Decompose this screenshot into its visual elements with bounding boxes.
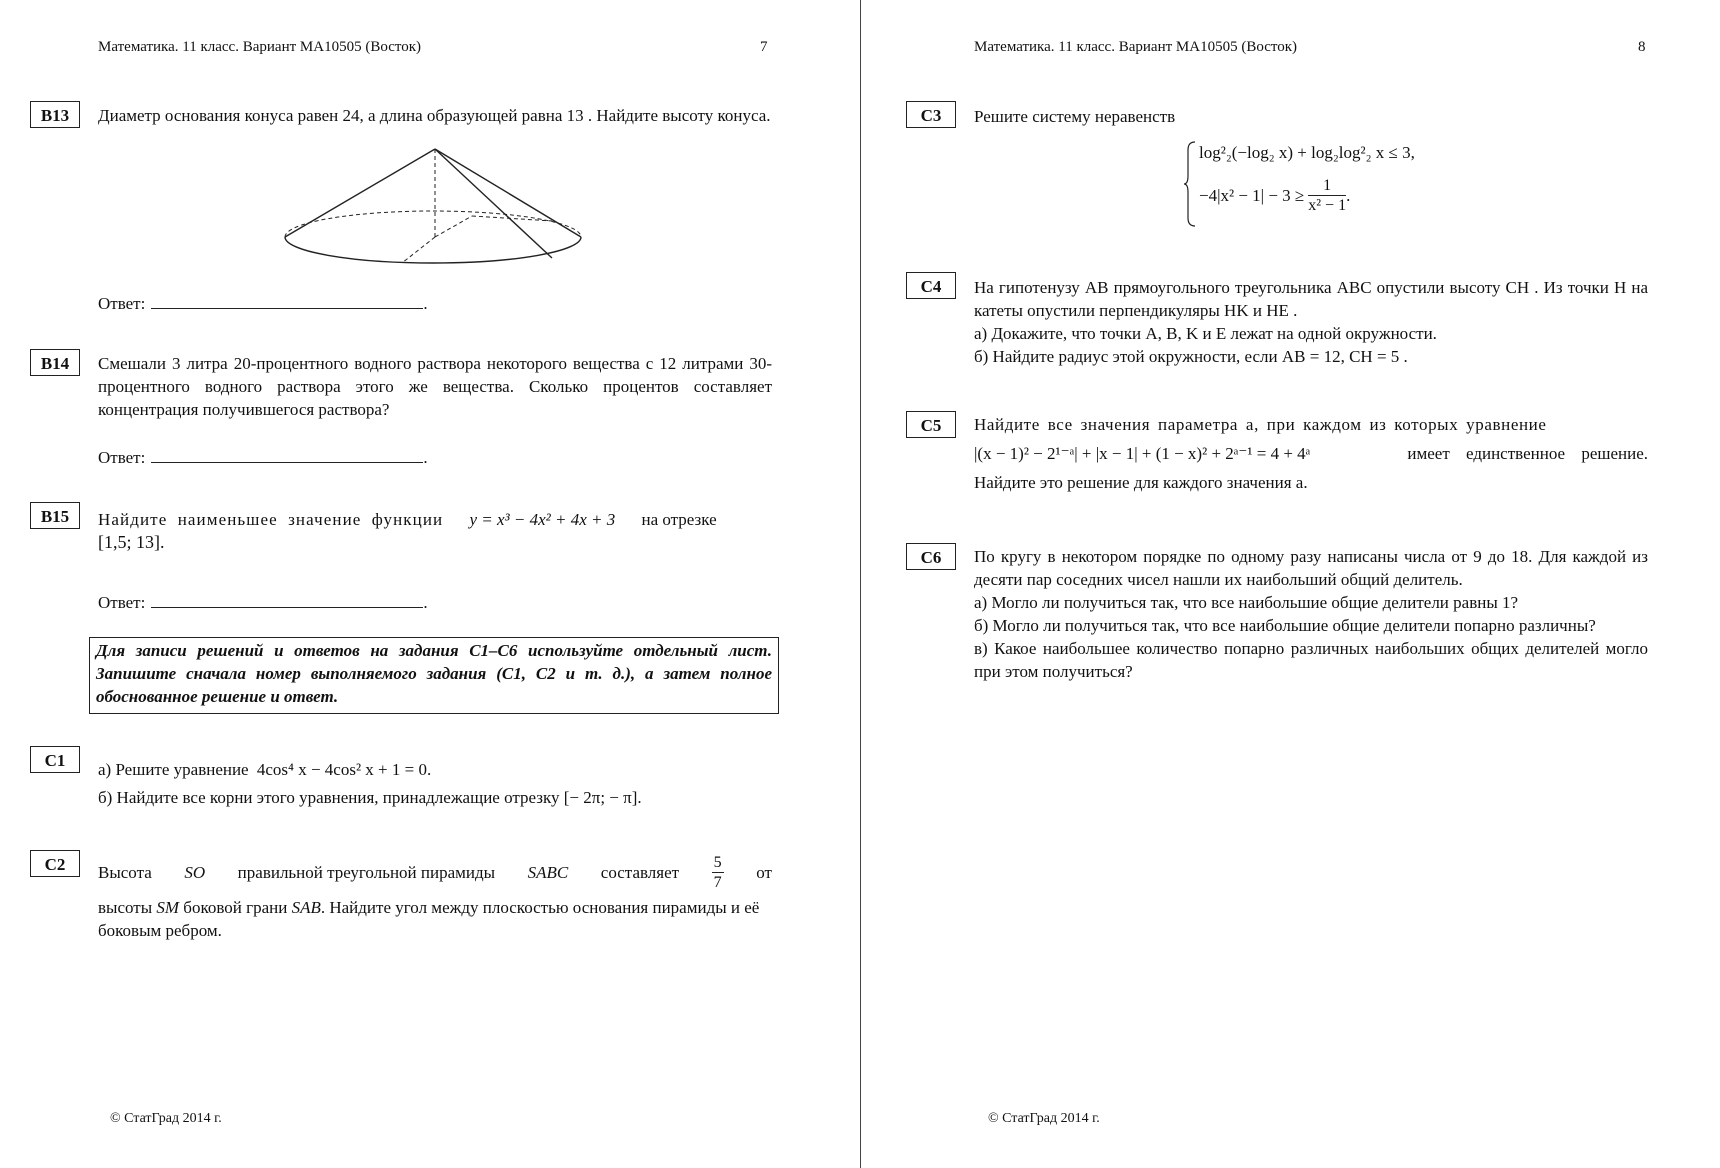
system-brace — [1183, 140, 1197, 228]
page-number: 7 — [760, 39, 768, 55]
task-label-b13: B13 — [30, 101, 80, 128]
c2-t4: от — [756, 863, 772, 882]
task-text-c6 — [974, 545, 1648, 683]
answer-line[interactable] — [151, 447, 423, 463]
cone-radius-2 — [435, 216, 472, 237]
b15-interval: [1,5; 13]. — [98, 532, 165, 552]
c2-sab: SAB — [291, 898, 321, 917]
task-label-c3: C3 — [906, 101, 956, 128]
c5-line1: Найдите все значения параметра a, при каждом из которых уравнение — [974, 415, 1547, 434]
task-text-b13: Диаметр основания конуса равен 24, а длина образующей равна 13 . Найдите высоту конуса. — [98, 106, 771, 125]
task-text-c5 — [974, 413, 1648, 494]
c2-t2: правильной треугольной пирамиды — [237, 863, 496, 882]
cone-radius-1 — [402, 237, 435, 263]
c2-t6: боковой грани — [183, 898, 288, 917]
page-header: Математика. 11 класс. Вариант МА10505 (Восток) — [974, 39, 1297, 55]
cone-slant-line — [435, 149, 552, 258]
c6-line3: б) Могло ли получиться так, что все наибольшие общие делители попарно различны? — [974, 616, 1596, 635]
task-label-c6: C6 — [906, 543, 956, 570]
task-label-b15: B15 — [30, 502, 80, 529]
answer-label: Ответ: — [98, 448, 146, 467]
b15-text-a: Найдите наименьшее значение функции — [98, 510, 444, 529]
task-label-b14: B14 — [30, 349, 80, 376]
task-text-b14: Смешали 3 литра 20-процентного водного раствора некоторого вещества с 12 литрами 30-процентного водного раствора этого же вещества. Сколько процентов составляет концентрация получившегося раствора? — [98, 354, 772, 419]
answer-label: Ответ: — [98, 294, 146, 313]
b15-formula: y = x³ − 4x² + 4x + 3 — [469, 510, 616, 529]
answer-label: Ответ: — [98, 593, 146, 612]
page-footer: © СтатГрад 2014 г. — [988, 1111, 1100, 1126]
task-text-c2 — [98, 853, 772, 942]
page-8 — [861, 0, 1720, 1168]
cone-base-back — [285, 211, 581, 237]
c3-row2-end: . — [1346, 185, 1351, 205]
answer-b15: Ответ: . — [98, 593, 428, 612]
task-text-b15 — [98, 508, 772, 554]
c3-row2-left: −4|x² − 1| − 3 ≥ — [1199, 185, 1305, 205]
cone-base-front — [285, 237, 581, 263]
c2-frac-den: 7 — [713, 874, 722, 891]
c3-system — [1183, 140, 1463, 230]
c2-t7: . Найдите угол между плоскостью основания пирамиды и её боковым ребром. — [98, 898, 760, 940]
c6-line1: По кругу в некотором порядке по одному разу написаны числа от 9 до 18. Для каждой из десяти пар соседних чисел нашли их наибольший общий делитель. — [974, 547, 1648, 589]
c5-formula: |(x − 1)² − 2¹⁻ᵃ| + |x − 1| + (1 − x)² + 2ᵃ⁻¹ = 4 + 4ᵃ — [974, 444, 1311, 463]
c2-t3: составляет — [600, 863, 680, 882]
c2-sm: SM — [156, 898, 180, 917]
page-number: 8 — [1638, 39, 1646, 55]
c1-a-text: а) Решите уравнение — [98, 760, 249, 779]
c2-sabc: SABC — [527, 863, 569, 882]
c1-b-text: б) Найдите все корни этого уравнения, принадлежащие отрезку — [98, 788, 560, 807]
c3-frac-num: 1 — [1308, 176, 1346, 196]
cone-figure — [280, 145, 590, 270]
c3-frac-den: x² − 1 — [1308, 197, 1347, 214]
answer-b13: Ответ: . — [98, 294, 428, 313]
c6-line4: в) Какое наибольшее количество попарно различных наибольших общих делителей могло при этом получиться? — [974, 639, 1648, 681]
b15-text-b: на отрезке — [641, 510, 717, 529]
task-text-c4 — [974, 276, 1648, 368]
c3-fraction — [1308, 176, 1346, 215]
task-text-c1 — [98, 756, 772, 812]
c1-a-formula: 4cos⁴ x − 4cos² x + 1 = 0. — [256, 760, 432, 779]
c3-row1: log²₂(−log₂ x) + log₂log²₂ x ≤ 3, — [1199, 143, 1415, 162]
task-label-c5: C5 — [906, 411, 956, 438]
c5-line3: Найдите это решение для каждого значения a. — [974, 473, 1308, 492]
task-label-c1: C1 — [30, 746, 80, 773]
c5-line2 — [974, 442, 1648, 465]
answer-line[interactable] — [151, 293, 423, 309]
answer-b14: Ответ: . — [98, 448, 428, 467]
c2-frac-num: 5 — [713, 854, 722, 871]
c4-line2: а) Докажите, что точки A, B, K и E лежат на одной окружности. — [974, 324, 1437, 343]
c2-so: SO — [184, 863, 206, 882]
c2-t5: высоты — [98, 898, 153, 917]
c1-b-formula: [− 2π; − π]. — [563, 788, 642, 807]
c3-row2 — [1199, 176, 1350, 215]
c5-line2-end: имеет единственное решение. — [1407, 444, 1648, 463]
c4-line3: б) Найдите радиус этой окружности, если AB = 12, CH = 5 . — [974, 347, 1408, 366]
page-header: Математика. 11 класс. Вариант МА10505 (Восток) — [98, 39, 421, 55]
instruction-box: Для записи решений и ответов на задания С1–С6 используйте отдельный лист. Запишите сначала номер выполняемого задания (С1, С2 и т. д.), а затем полное обоснованное решение и ответ. — [89, 637, 779, 714]
c2-fraction — [712, 853, 724, 892]
c2-t1: Высота — [98, 863, 152, 882]
c4-line1: На гипотенузу AB прямоугольного треугольника ABC опустили высоту CH . Из точки H на катеты опустили перпендикуляры HK и HE . — [974, 278, 1648, 320]
task-label-c4: C4 — [906, 272, 956, 299]
answer-line[interactable] — [151, 592, 423, 608]
cone-generatrix-left — [285, 149, 435, 237]
c6-line2: а) Могло ли получиться так, что все наибольшие общие делители равны 1? — [974, 593, 1519, 612]
page-footer: © СтатГрад 2014 г. — [110, 1111, 222, 1126]
task-label-c2: C2 — [30, 850, 80, 877]
task-text-c3: Решите систему неравенств — [974, 107, 1176, 126]
